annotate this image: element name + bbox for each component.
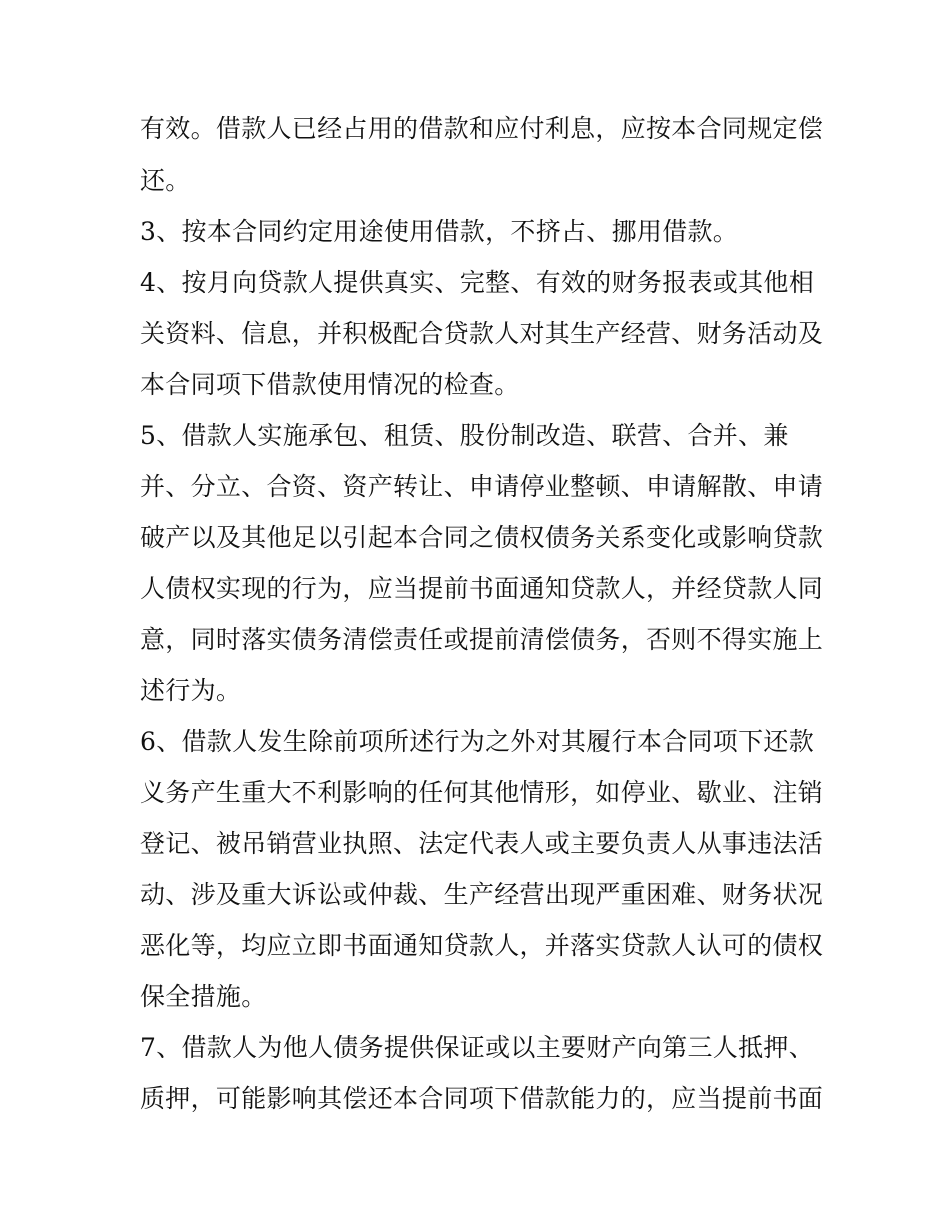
text-line: 4、按月向贷款人提供真实、完整、有效的财务报表或其他相 xyxy=(140,268,815,297)
text-line: 有效。借款人已经占用的借款和应付利息，应按本合同规定偿 xyxy=(140,114,824,143)
text-line: 破产以及其他足以引起本合同之债权债务关系变化或影响贷款 xyxy=(140,523,824,552)
text-line: 意，同时落实债务清偿责任或提前清偿债务，否则不得实施上 xyxy=(140,625,824,654)
text-line: 本合同项下借款使用情况的检查。 xyxy=(140,370,520,399)
text-line: 登记、被吊销营业执照、法定代表人或主要负责人从事违法活 xyxy=(140,829,824,858)
text-line: 质押，可能影响其偿还本合同项下借款能力的，应当提前书面 xyxy=(140,1084,824,1113)
text-line: 人债权实现的行为，应当提前书面通知贷款人，并经贷款人同 xyxy=(140,574,824,603)
text-line: 7、借款人为他人债务提供保证或以主要财产向第三人抵押、 xyxy=(140,1033,815,1062)
text-line: 3、按本合同约定用途使用借款，不挤占、挪用借款。 xyxy=(140,217,739,246)
text-line: 义务产生重大不利影响的任何其他情形，如停业、歇业、注销 xyxy=(140,778,824,807)
text-line: 恶化等，均应立即书面通知贷款人，并落实贷款人认可的债权 xyxy=(140,931,824,960)
text-line: 还。 xyxy=(140,166,191,195)
text-line: 保全措施。 xyxy=(140,982,267,1011)
text-line: 并、分立、合资、资产转让、申请停业整顿、申请解散、申请 xyxy=(140,472,824,501)
text-line: 动、涉及重大诉讼或仲裁、生产经营出现严重困难、财务状况 xyxy=(140,880,824,909)
text-line: 6、借款人发生除前项所述行为之外对其履行本合同项下还款 xyxy=(140,727,815,756)
text-line: 述行为。 xyxy=(140,676,242,705)
text-line: 5、借款人实施承包、租赁、股份制改造、联营、合并、兼 xyxy=(140,421,789,450)
text-line: 关资料、信息，并积极配合贷款人对其生产经营、财务活动及 xyxy=(140,319,824,348)
